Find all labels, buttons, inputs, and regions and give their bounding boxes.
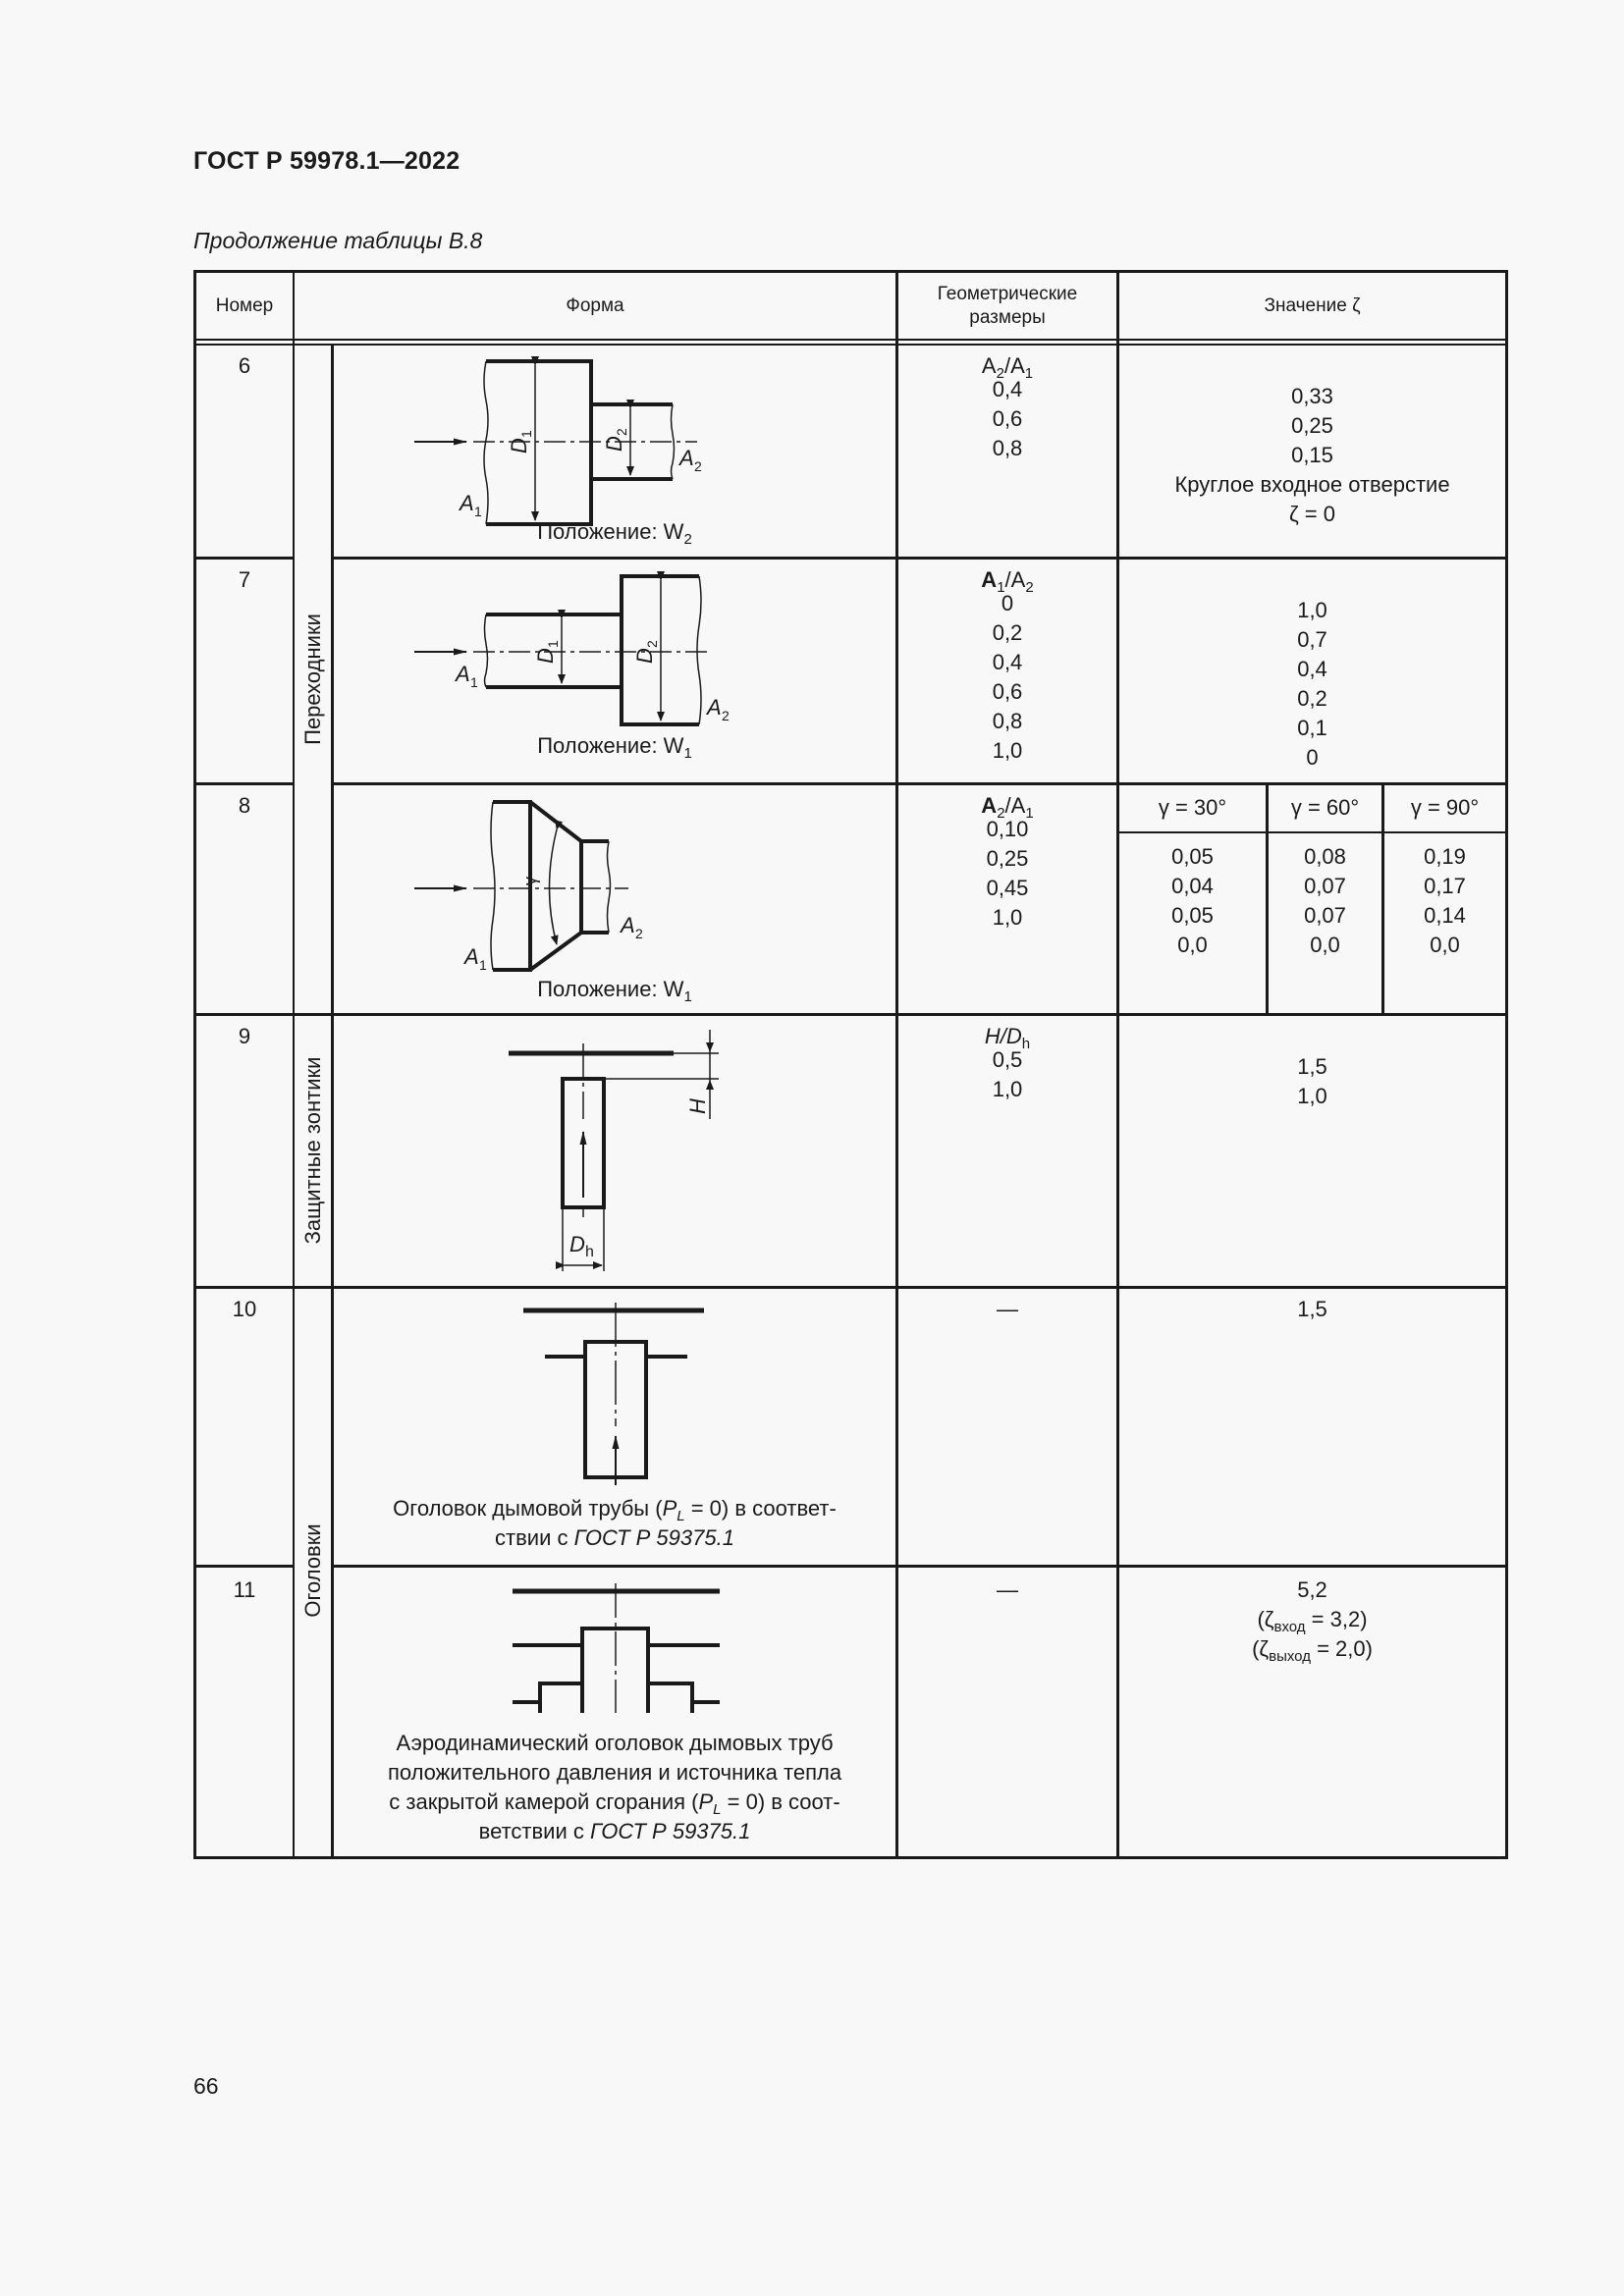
geometry-value: 0 xyxy=(1001,591,1014,615)
svg-text:2: 2 xyxy=(694,458,702,474)
label-a1: A xyxy=(456,662,470,686)
geometry-value: 0,25 xyxy=(986,846,1029,871)
zeta-inlet: $(\zeta_{вход} = 3,2)$ xyxy=(1257,1607,1368,1635)
zeta-value: 0,25 xyxy=(1291,413,1333,438)
label-a1: A xyxy=(460,491,474,515)
protective-umbrella-diagram xyxy=(334,1016,895,1286)
geometry-value: 0,4 xyxy=(992,650,1023,674)
svg-text:2: 2 xyxy=(644,640,660,648)
zeta-note: Круглое входное отверстие xyxy=(1174,472,1450,497)
geometry-parameter: $A_2/A_1$ xyxy=(981,353,1034,382)
standard-reference: ГОСТ Р 59375.1 xyxy=(573,1525,734,1550)
label-dh: D xyxy=(569,1232,585,1256)
label-d1: D xyxy=(507,438,531,454)
row-number: 9 xyxy=(238,1024,251,1048)
geometry-value: 0,45 xyxy=(986,876,1029,900)
zeta-value: 1,0 xyxy=(1297,1084,1327,1108)
zeta-column-90: 0,19 0,17 0,14 0,0 xyxy=(1424,844,1466,957)
standard-reference: ГОСТ Р 59375.1 xyxy=(589,1819,751,1843)
zeta-values xyxy=(1119,1295,1505,1324)
geometry-value: 0,8 xyxy=(992,436,1023,460)
geometry-values xyxy=(898,1022,1116,1104)
svg-text:1: 1 xyxy=(518,430,534,438)
column-header-number: Номер xyxy=(215,294,274,316)
zeta-values xyxy=(1119,1575,1505,1664)
label-a2: A xyxy=(621,913,635,937)
svg-text:1: 1 xyxy=(470,674,478,690)
geometry-values xyxy=(898,791,1116,933)
geometry-value: 0,5 xyxy=(992,1047,1023,1072)
geometry-values xyxy=(898,565,1116,766)
position-label: Положение: $W_2$ xyxy=(537,519,692,548)
aerodynamic-cap-diagram xyxy=(334,1568,895,1735)
label-a1: A xyxy=(464,944,479,969)
category-umbrellas: Защитные зонтики xyxy=(300,1056,325,1245)
svg-text:1: 1 xyxy=(479,957,487,973)
geometry-value: 0,8 xyxy=(992,709,1023,733)
category-caps: Оголовки xyxy=(300,1523,325,1618)
label-d1: D xyxy=(533,648,558,664)
geometry-dash: — xyxy=(997,1297,1018,1321)
label-a2: A xyxy=(707,695,722,720)
zeta-value: 5,2 xyxy=(1297,1577,1327,1602)
row-number: 10 xyxy=(232,1297,257,1321)
geometry-values xyxy=(898,351,1116,463)
zeta-subheader-60: γ = 60° xyxy=(1290,795,1360,820)
zeta-note: ζ = 0 xyxy=(1288,502,1335,526)
zeta-value: 0 xyxy=(1306,745,1319,770)
zeta-values xyxy=(1119,382,1505,529)
geometry-value: 1,0 xyxy=(992,1077,1023,1101)
column-header-geometry-line1: Геометрические xyxy=(937,283,1078,304)
row-number: 11 xyxy=(233,1577,256,1602)
position-label: Положение: $W_1$ xyxy=(537,733,692,762)
geometry-parameter: $A_1/A_2$ xyxy=(981,567,1034,596)
chimney-cap-diagram xyxy=(334,1289,895,1515)
zeta-values xyxy=(1119,596,1505,773)
svg-text:1: 1 xyxy=(474,504,482,519)
zeta-column-60: 0,08 0,07 0,07 0,0 xyxy=(1304,844,1346,957)
zeta-value: 0,7 xyxy=(1297,627,1327,652)
svg-text:2: 2 xyxy=(614,428,629,436)
zeta-value: 0,4 xyxy=(1297,657,1327,681)
zeta-value: 1,5 xyxy=(1297,1297,1327,1321)
label-d2: D xyxy=(632,648,657,664)
zeta-subheader-30: γ = 30° xyxy=(1158,795,1227,820)
svg-text:2: 2 xyxy=(722,708,730,723)
position-label: Положение: $W_1$ xyxy=(537,977,692,1005)
page-number: 66 xyxy=(193,2073,219,2099)
label-d2: D xyxy=(602,436,626,452)
column-header-form: Форма xyxy=(566,294,624,316)
zeta-column-30: 0,05 0,04 0,05 0,0 xyxy=(1171,844,1214,957)
cap-description: Оголовок дымовой трубы $(P_L = 0)$ в соответ- ствии с ГОСТ Р 59375.1 xyxy=(393,1496,837,1550)
zeta-outlet: $(\zeta_{выход} = 2,0)$ xyxy=(1252,1636,1373,1665)
category-adapters: Переходники xyxy=(300,614,325,745)
geometry-parameter: $H/D_h$ xyxy=(984,1024,1031,1052)
column-header-zeta: Значение ζ xyxy=(1264,294,1361,316)
zeta-values xyxy=(1119,1052,1505,1111)
label-h: H xyxy=(685,1098,710,1114)
zeta-value: 0,15 xyxy=(1291,443,1333,467)
geometry-value: 1,0 xyxy=(992,905,1023,930)
geometry-value: 1,0 xyxy=(992,738,1023,763)
label-a2: A xyxy=(679,446,694,470)
zeta-value: 1,0 xyxy=(1297,598,1327,622)
zeta-value: 0,2 xyxy=(1297,686,1327,711)
geometry-value: 0,4 xyxy=(992,377,1023,401)
geometry-dash: — xyxy=(997,1577,1018,1602)
row-number: 8 xyxy=(238,793,251,818)
document-title: ГОСТ Р 59978.1—2022 xyxy=(193,147,460,175)
geometry-value: 0,10 xyxy=(986,817,1029,841)
row-number: 7 xyxy=(238,567,251,592)
zeta-subheader-90: γ = 90° xyxy=(1410,795,1480,820)
svg-text:h: h xyxy=(585,1244,594,1260)
zeta-value: 0,33 xyxy=(1291,384,1333,408)
geometry-parameter: $A_2/A_1$ xyxy=(981,793,1034,822)
svg-text:2: 2 xyxy=(635,926,643,941)
geometry-value: 0,6 xyxy=(992,406,1023,431)
column-header-geometry xyxy=(898,273,1116,339)
geometry-value: 0,2 xyxy=(992,620,1023,645)
table-caption: Продолжение таблицы В.8 xyxy=(193,228,483,253)
column-header-geometry-line2: размеры xyxy=(969,306,1046,328)
cap-description: Аэродинамический оголовок дымовых труб положительного давления и источника тепла с закрытой камерой сгорания $(P_L = 0)$ в соот- ветствии с ГОСТ Р 59375.1 xyxy=(387,1731,842,1843)
label-gamma: γ xyxy=(520,877,540,885)
zeta-value: 1,5 xyxy=(1297,1054,1327,1079)
geometry-value: 0,6 xyxy=(992,679,1023,704)
svg-text:1: 1 xyxy=(545,640,561,648)
row-number: 6 xyxy=(238,353,251,378)
zeta-value: 0,1 xyxy=(1297,716,1327,740)
